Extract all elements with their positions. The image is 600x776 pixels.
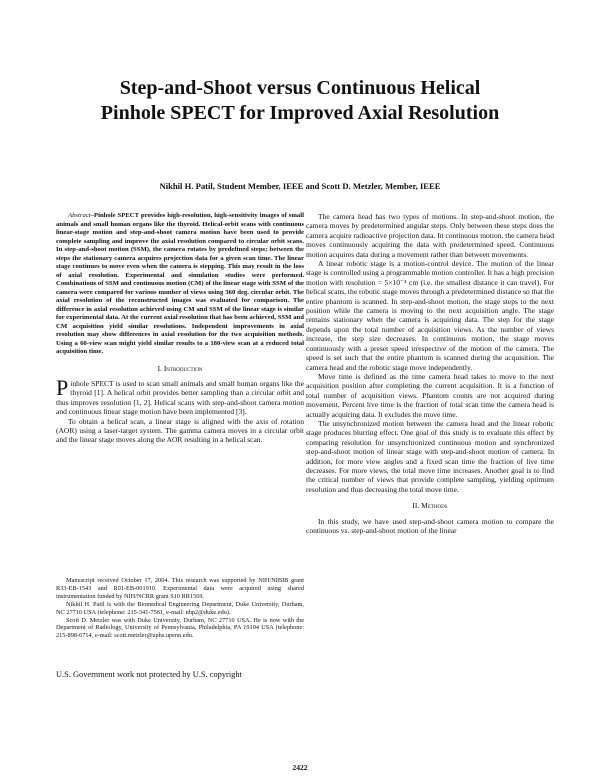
- section-title: Introduction: [163, 363, 203, 373]
- section-numeral: I.: [157, 363, 162, 373]
- footnote-1: Manuscript received October 17, 2004. This research was supported by NIH/NIBIB grant R33-EB-1543 and R01-EB-001910. Experimental data were acquired using shared instrumentation funded by NIH/NCRR grant S10 RR1569.: [56, 577, 304, 600]
- page-number: 2422: [292, 763, 308, 772]
- section-heading-methods: [306, 501, 554, 510]
- paper-title-line-2: Pinhole SPECT for Improved Axial Resolution: [100, 102, 500, 124]
- abstract: [56, 212, 304, 357]
- intro-paragraph-2: To obtain a helical scan, a linear stage is aligned with the axis of rotation (AOR) using a laser-target system. The gamma camera moves in a circular orbit and the linear stage moves along the AOR resulting in a helical scan.: [56, 416, 304, 445]
- government-notice: U.S. Government work not protected by U.S. copyright: [56, 670, 242, 679]
- intro-paragraph-1: Pinhole SPECT is used to scan small animals and small human organs like the thyroid [1]. A helical orbit provides better sampling than a circular orbit and thus improves resolution [1, 2]. Helical scans with step-and-shoot camera motion and continuous linear stage motion have been implemented [3].: [56, 374, 304, 417]
- abstract-text: –Pinhole SPECT provides high-resolution, high-sensitivity images of small animals and small human organs like the thyroid. Helical-orbit scans with continuous linear-stage motion and step-and-shoot camera motion have been used to provide complete sampling and improve the axial resolution compared to circular orbit scans. In step-and-shoot motion (SSM), the camera rotates by predefined steps; between the steps the stationary camera acquires projection data for a given scan time. The linear stage continues to move even when the camera is stepping. This may result in the loss of axial resolution. Experimental and simulation studies were performed. Combinations of SSM and continuous motion (CM) of the linear stage with SSM of the camera were compared for various number of views using 360 deg. circular orbit. The axial resolution of the reconstructed images was evaluated for comparison. The difference in axial resolution achieved using CM and SSM of the linear stage is similar for experimental data. At the current axial resolution that has been achieved, SSM and CM acquisition yield similar resolutions. Independent improvements in axial resolution may show differences in axial resolution for the two acquisition methods. Using a 60-view scan might yield similar results to a 180-view scan at a reduced total acquisition time.: [56, 212, 304, 355]
- paper-title-line-1: Step-and-Shoot versus Continuous Helical: [119, 77, 481, 99]
- section-title: Methods: [421, 501, 448, 511]
- footnote-3: Scott D. Metzler was with Duke University, Durham, NC 27710 USA. He is now with the Department of Radiology, University of Pennsylvania, Philadelphia, PA 19104 USA (telephone: 215-898-6714, e-mail: scott.metzler@uphs.upenn.edu.: [56, 616, 304, 640]
- right-column: [306, 212, 554, 535]
- body-paragraph-5: In this study, we have used step-and-shoot camera motion to compare the continuous vs. step-and-shoot motion of the linear: [306, 516, 554, 535]
- drop-cap: P: [56, 374, 69, 400]
- footnote-2: Nikhil H. Patil is with the Biomedical Engineering Department, Duke University, Durham, NC 27710 USA (telephone: 215-341-7561, e-mail: nhp2@duke.edu).: [56, 600, 304, 616]
- body-paragraph-1: The camera head has two types of motions. In step-and-shoot motion, the camera moves by predetermined angular steps. Only between these steps does the camera acquire radioactive projection data. In continuous motion, the camera head moves continuously acquiring the data with predetermined speed. Continuous motion acquires data during a movement rather than between movements.: [306, 212, 554, 259]
- body-paragraph-2: A linear robotic stage is a motion-control device. The motion of the linear stage is controlled using a programmable motion controller. It has a high precision motion with resolution = 5×10⁻⁴ cm (i.e. the smallest distance it can travel). For helical scans, the robotic stage moves through a predetermined distance so that the entire phantom is scanned. In step-and-shoot motion, the stage steps to the next position while the camera is moving to the next acquisition angle. The stage remains stationary when the camera is acquiring data. The step for the stage depends upon the total number of acquisition views. As the number of views increase, the step size decreases. In continuous motion, the stage moves continuously with a preset speed irrespective of the motion of the camera. The speed is set such that the entire phantom is scanned during the acquisition. The camera head and the robotic stage move independently.: [306, 259, 554, 372]
- abstract-lead: Abstract: [68, 212, 91, 219]
- section-numeral: II.: [412, 501, 420, 511]
- footnotes: [56, 577, 304, 640]
- left-column: [56, 212, 304, 445]
- author-line: Nikhil H. Patil, Student Member, IEEE and Scott D. Metzler, Member, IEEE: [159, 181, 441, 191]
- section-heading-introduction: [56, 364, 304, 373]
- body-paragraph-4: The unsynchronized motion between the camera head and the linear robotic stage produces blurring effect. One goal of this study is to evaluate this effect by comparing resolution for unsynchronized continuous motion and synchronized step-and-shoot motion of linear stage with step-and-shoot motion of camera. In addition, for more view angles and a fixed scan time the fraction of live time decreases. For more views, the total move time increases. Another goal is to find the critical number of views that provide complete sampling, yielding optimum resolution and thus decreasing the total move time.: [306, 418, 554, 494]
- body-paragraph-3: Move time is defined as the time camera head takes to move to the next acquisition position after completing the current acquisition. It is a function of total number of acquisition views. Phantom counts are not acquired during movement. Percent live time is the fraction of total scan time the camera head is actually acquiring data. It excludes the move time.: [306, 371, 554, 419]
